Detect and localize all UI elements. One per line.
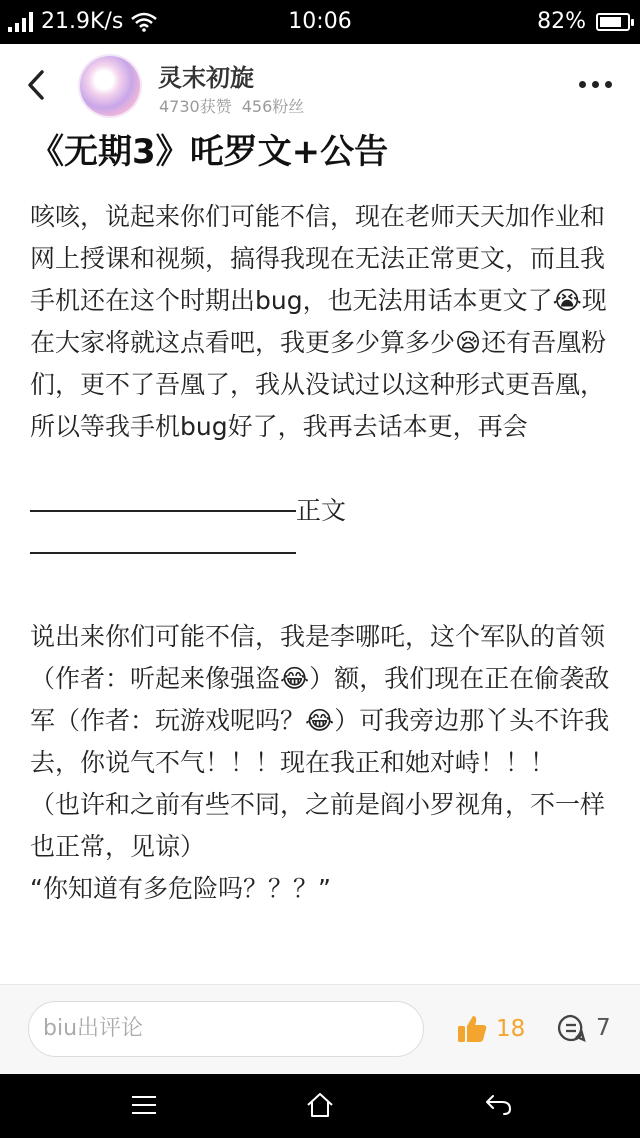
article-title: 《无期3》吒罗文+公告: [30, 132, 389, 172]
menu-icon[interactable]: [131, 1092, 157, 1118]
clock: 10:06: [288, 9, 352, 34]
comment-bar: [0, 984, 640, 1075]
body-paragraph: （也许和之前有些不同，之前是阎小罗视角，不一样也正常，见谅）: [30, 790, 606, 861]
body-paragraph: 说出来你们可能不信，我是李哪吒，这个军队的首领（作者：听起来像强盗😂）额，我们现在正在偷袭敌军（作者：玩游戏呢吗？😂）可我旁边那丫头不许我去，你说气不气！！！现在我正和她对峙！！！: [30, 622, 610, 777]
author-name[interactable]: 灵末初旋: [158, 64, 254, 92]
thumbs-up-icon: [456, 1013, 488, 1045]
fans-total: 456粉丝: [241, 97, 305, 116]
body-paragraph: “你知道有多危险吗？？？”: [30, 874, 331, 903]
avatar[interactable]: [80, 56, 140, 116]
comment-icon: [556, 1013, 586, 1043]
comment-button[interactable]: [556, 1013, 611, 1043]
comment-count: 7: [596, 1015, 611, 1041]
like-count: 18: [496, 1016, 526, 1042]
comment-input[interactable]: biu出评论: [28, 1001, 424, 1057]
return-icon[interactable]: [484, 1092, 512, 1118]
article-content: [30, 196, 615, 984]
author-stats: [159, 94, 304, 117]
author-header: [0, 44, 640, 126]
battery-percent: 82%: [537, 9, 586, 34]
battery-icon: [596, 13, 630, 31]
system-nav-bar: [0, 1074, 640, 1138]
section-divider: [30, 490, 615, 574]
like-button[interactable]: [456, 1013, 525, 1045]
back-icon[interactable]: [22, 66, 52, 104]
likes-total: 4730获赞: [159, 97, 232, 116]
network-speed: 21.9K/s: [41, 9, 124, 34]
divider-label: 正文: [296, 496, 347, 525]
more-icon[interactable]: [579, 81, 612, 88]
intro-paragraph: 咳咳，说起来你们可能不信，现在老师天天加作业和网上授课和视频，搞得我现在无法正常更文，而且我手机还在这个时期出bug，也无法用话本更文了😭现在大家将就这点看吧，我更多少算多少😪还有吾凰粉们，更不了吾凰了，我从没试过以这种形式更吾凰，所以等我手机bug好了，我再去话本更，再会: [30, 202, 607, 441]
home-icon[interactable]: [306, 1092, 334, 1118]
status-bar: [0, 0, 640, 44]
